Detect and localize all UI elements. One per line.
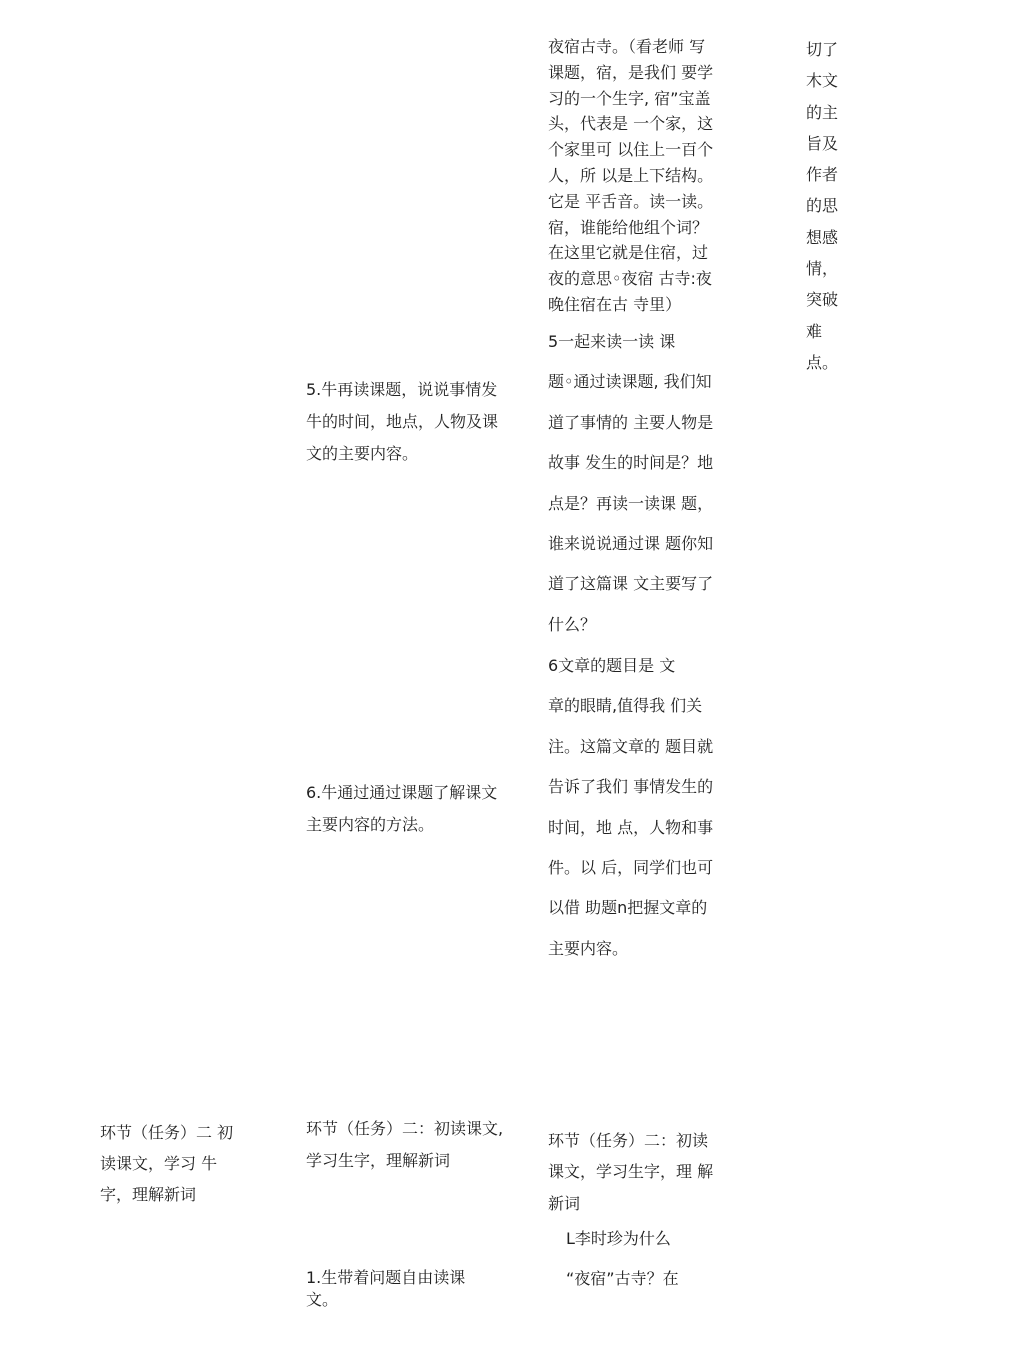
col2-item-5: 5.牛再读课题，说说事情发 牛的时间，地点，人物及课 文的主要内容。 [306,380,499,463]
col4-note: 切了 木文 的主 旨及 作者 的思 想感 情， 突破 难 点。 [806,40,839,372]
col3-section2-title: 环节（任务）二：初读 课文，学习生字，理 解 新词 [548,1131,714,1213]
col2-item-6: 6.牛通过通过课题了解课文 主要内容的方法。 [306,783,498,834]
col3-top-paragraph: 夜宿古寺。（看老师 写 课题，宿，是我们 要学 习的一个生字, 宿”宝盖 头，代表是 一个家，这 个家里可 以住上一百个 人，所 以是上下结构。 它是 平舌音。读一读。 宿，谁能给他组个词？ 在这里它就是住宿，过 夜的意思◦夜宿 古寺:夜 晚住宿在古 寺里） [548,37,714,314]
col3-paragraph-6: 6文章的题目是 文 章的眼睛,值得我 们关 注。这篇文章的 题目就 告诉了我们 事情发生的 时间，地 点，人物和事 件。以 后，同学们也可 以借 助题n把握文章的 主要内容。 [548,656,714,958]
col3-question-1: L李时珍为什么 “夜宿”古寺？在 [566,1229,679,1289]
col2-item-1: 1.生带着问题自由读课 文。 [306,1268,466,1309]
col1-section2-title: 环节（任务）二 初 读课文，学习 牛 字，理解新词 [100,1123,234,1204]
col3-paragraph-5: 5一起来读一读 课 题◦通过读课题, 我们知 道了事情的 主要人物是 故事 发生的时间是？地 点是？再读一读课 题， 谁来说说通过课 题你知 道了这篇课 文主要写了 什么？ [548,332,714,634]
col2-section2-title: 环节（任务）二：初读课文, 学习生字，理解新词 [306,1119,504,1170]
